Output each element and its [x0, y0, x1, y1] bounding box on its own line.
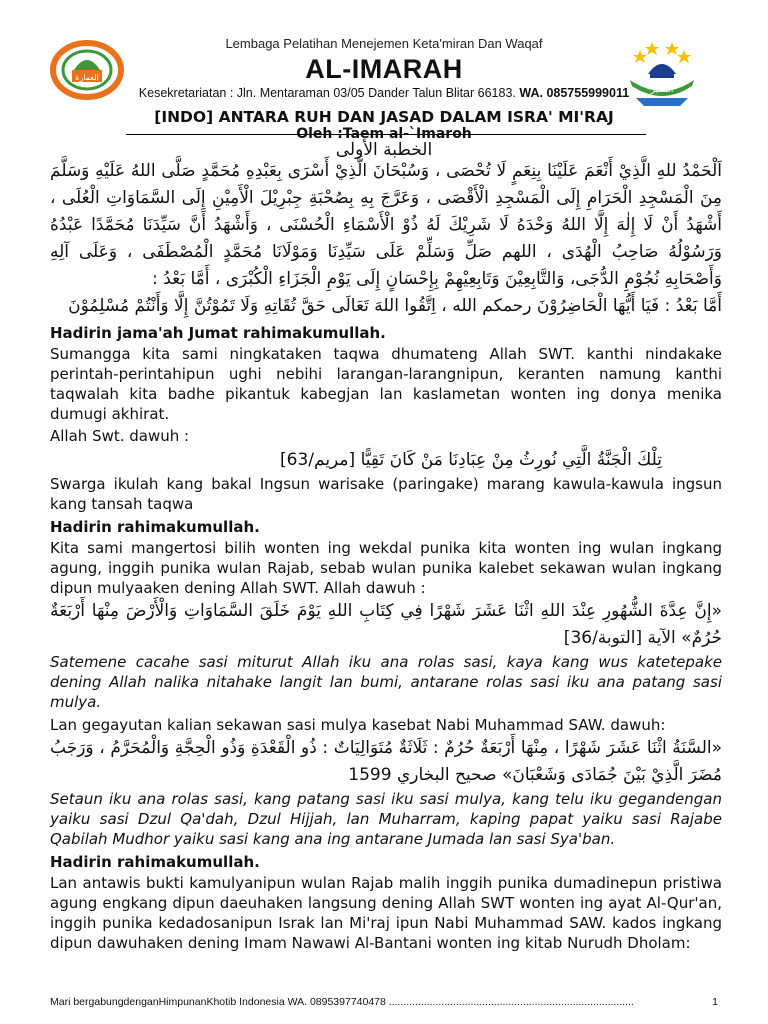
whatsapp-number: WA. 085755999011: [519, 86, 630, 100]
verse-translation: Swarga ikulah kang bakal Ingsun warisake (paringake) marang kawula-kawula ingsun kang tansah taqwa: [50, 475, 722, 513]
body-paragraph: Sumangga kita sami ningkataken taqwa dhumateng Allah SWT. kanthi nindakake perintah-perintahipun ughi nebihi larangan-larangnipun, keranten namung kanthi taqwalah kita badhe pikantuk kabegjan lan kaslametan wonten ing donya menika dumugi akhirat.: [50, 345, 722, 423]
document-title: [INDO] ANTARA RUH DAN JASAD DALAM ISRA' MI'RAJ: [154, 108, 614, 126]
body-paragraph: Kita sami mangertosi bilih wonten ing wekdal punika kita wonten ing wulan ingkang agung, inggih punika wulan Rajab, sebab wulan punika kalebet sekawan wulan ingkang dipun mulyaaken dening Allah SWT. Allah dawuh :: [50, 539, 722, 597]
organization-subtitle: Lembaga Pelatihan Menejemen Keta'miran Dan Waqaf: [225, 36, 543, 51]
section-heading: Hadirin jama'ah Jumat rahimakumullah.: [50, 324, 386, 342]
svg-text:العمارة: العمارة: [75, 73, 99, 82]
page-number: 1: [712, 996, 718, 1008]
amma-bakdu-arabic-paragraph: أَمَّا بَعْدُ : فَيَا أَيُّهَا الْحَاضِرُوْنَ رحمكم الله ، اِتَّقُوا اللهَ تَعَالَى حَقَّ تُقَاتِهِ وَلَا تَمُوْتُنَّ إِلَّا وَأَنْتُمْ مُسْلِمُوْنَ: [68, 296, 722, 316]
document-author: Oleh :Taem al-`Imaroh: [296, 126, 472, 142]
opening-arabic-paragraph: اَلْحَمْدُ للهِ الَّذِيْ أَنْعَمَ عَلَيْنَا بِنِعَمٍ لَا تُحْصَى ، وَسُبْحَانَ الَّذِيْ أَسْرَى بِعَبْدِهِ مُحَمَّدٍ صَلَّى اللهُ عَلَيْهِ وَسَلَّمَ مِنَ الْمَسْجِدِ الْحَرَامِ إِلَى الْمَسْجِدِ الْأَقْصَى ، وَعَرَّجَ بِهِ بِصُحْبَةِ جِبْرِيْلَ الْأَمِيْنِ إِلَى السَّمَاوَاتِ الْعُلَى ، أَشْهَدُ أَنْ لَا إِلٰهَ إِلَّا اللهُ وَحْدَهُ لَا شَرِيْكَ لَهُ ذُوْ الْأَسْمَاءِ الْحُسْنَى ، وَأَشْهَدُ أَنَّ سَيِّدَنَا مُحَمَّدًا عَبْدُهُ وَرَسُوْلُهُ صَاحِبُ الْهُدَى ، اللهم صَلِّ وَسَلِّمْ عَلَى سَيِّدِنَا وَمَوْلَانَا مُحَمَّدٍ الْمُصْطَفَى ، وَعَلَى آلِهِ وَأَصْحَابِهِ نُجُوْمِ الدُّجَى، وَالتَّابِعِيْنَ وَتَابِعِيْهِمْ بِإِحْسَانٍ إِلَى يَوْمِ الْجَزَاءِ الْكُبْرَى ، أَمَّا بَعْدُ :: [50, 161, 722, 289]
section-heading: Hadirin rahimakumullah.: [50, 518, 260, 536]
footer-text: Mari bergabungdenganHimpunanKhotib Indonesia WA. 0895397740478 ....................................................................................: [50, 996, 634, 1008]
quran-verse-maryam: تِلْكَ الْجَنَّةُ الَّتِي نُورِثُ مِنْ عِبَادِنَا مَنْ كَانَ تَقِيًّا [مريم/63]: [280, 450, 662, 470]
khutbah-heading: الخطبة الأولى: [335, 140, 433, 160]
verse-translation-italic: Satemene cacahe sasi miturut Allah iku ana rolas sasi, kaya kang wus katetepake dening Allah nalika nitahake langit lan bumi, antarane rolas sasi iku ana patang sasi mulya.: [50, 653, 722, 711]
letterhead: [0, 30, 768, 106]
body-paragraph: Allah Swt. dawuh :: [50, 427, 190, 445]
quran-verse-tawbah: «إِنَّ عِدَّةَ الشُّهُورِ عِنْدَ اللهِ اثْنَا عَشَرَ شَهْرًا فِي كِتَابِ اللهِ يَوْمَ خَلَقَ السَّمَاوَاتِ وَالْأَرْضَ مِنْهَا أَرْبَعَةٌ حُرُمٌ» الآية [التوبة/36]: [50, 601, 722, 648]
address-text: Kesekretariatan : Jln. Mentaraman 03/05 Dander Talun Blitar 66183.: [138, 86, 516, 100]
page-footer: [50, 996, 718, 1008]
organization-name: AL-IMARAH: [305, 54, 463, 84]
body-paragraph: Lan antawis bukti kamulyanipun wulan Rajab malih inggih punika dumadinepun pristiwa agung engkang dipun daeuhaken langsung dening Allah SWT wonten ing ayat Al-Qur'an, inggih punika kedadosanipun Israk lan Mi'raj ipun Nabi Muhammad SAW. kados ingkang dipun dawuhaken dening Imam Nawawi Al-Bantani wonten ing kitab Nurudh Dholam:: [50, 874, 722, 952]
hadith-translation-italic: Setaun iku ana rolas sasi, kang patang sasi iku sasi mulya, kang telu iku gegandengan yaiku sasi Dzul Qa'dah, Dzul Hijjah, lan Muharram, kaping papat yaiku sasi Rajabe Qabilah Mudhor yaiku sasi kang ana ing antarane Jumada lan sasi Sya'ban.: [50, 790, 722, 848]
body-paragraph: Lan gegayutan kalian sekawan sasi mulya kasebat Nabi Muhammad SAW. dawuh:: [50, 716, 666, 734]
hadith-bukhari: «السَّنَةُ اثْنَا عَشَرَ شَهْرًا ، مِنْهَا أَرْبَعَةٌ حُرُمٌ : ثَلَاثَةٌ مُتَوَالِيَاتٌ : ذُو الْقَعْدَةِ وَذُو الْحِجَّةِ وَالْمُحَرَّمُ ، وَرَجَبُ مُضَرَ الَّذِيْ بَيْنَ جُمَادَى وَشَعْبَانَ» صحيح البخاري 1599: [50, 738, 722, 785]
section-heading: Hadirin rahimakumullah.: [50, 853, 260, 871]
svg-text:الفمير: الفمير: [650, 85, 674, 95]
document-body: [50, 158, 722, 953]
crescent-mosque-logo: [620, 40, 704, 112]
